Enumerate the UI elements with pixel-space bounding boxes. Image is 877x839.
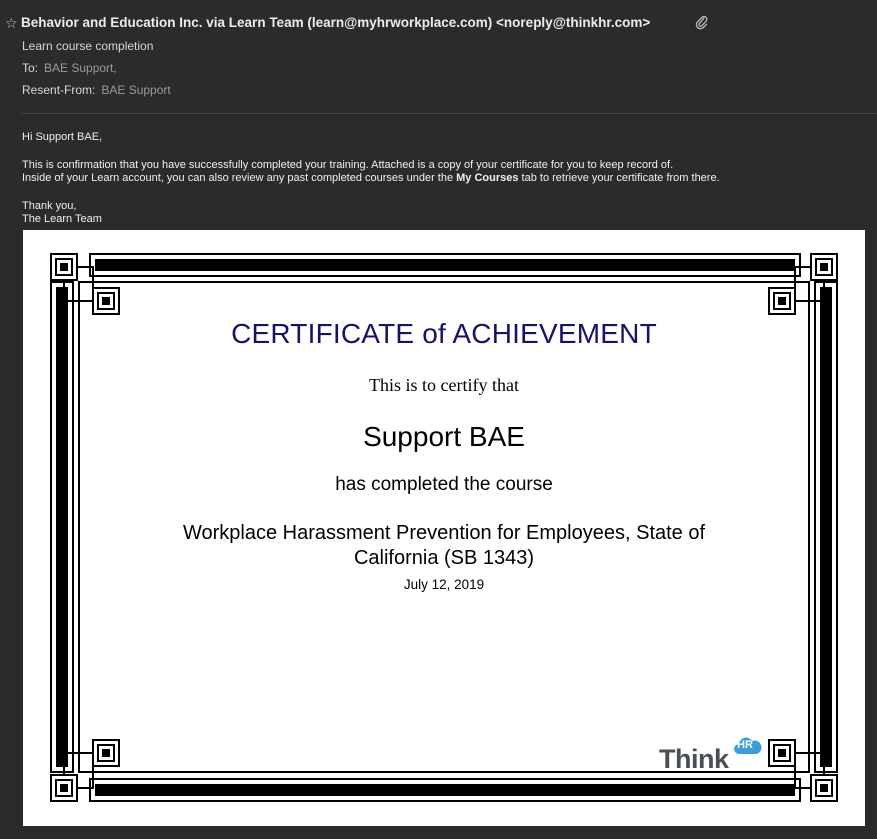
signature: The Learn Team (22, 213, 102, 225)
certify-line: This is to certify that (369, 375, 519, 395)
star-icon[interactable]: ☆ (5, 15, 18, 31)
header-divider (22, 113, 877, 114)
to-label: To: (22, 61, 39, 75)
email-body (22, 131, 872, 227)
thinkhr-logo (659, 736, 769, 776)
email-header (0, 0, 877, 114)
logo-badge: HR (737, 739, 753, 751)
body-line-2-end: tab to retrieve your certificate from there. (518, 172, 720, 184)
body-line-1: This is confirmation that you have successfully completed your training. Attached is a copy of your certificate for you to keep record of. (22, 158, 674, 171)
body-line-2-text: Inside of your Learn account, you can also review any past completed courses under the (22, 172, 457, 184)
resent-label: Resent-From: (22, 83, 96, 97)
certificate-title: CERTIFICATE of ACHIEVEMENT (231, 318, 657, 349)
to-row (22, 60, 117, 76)
completed-line: has completed the course (335, 474, 553, 495)
logo-wordmark: Think (659, 744, 729, 774)
course-name: Workplace Harassment Prevention for Employees, State of California (SB 1343) (182, 522, 706, 569)
to-recipient[interactable]: BAE Support, (44, 61, 117, 75)
paperclip-icon[interactable] (695, 15, 709, 31)
completion-date: July 12, 2019 (403, 577, 485, 592)
recipient-name: Support BAE (363, 421, 525, 452)
greeting: Hi Support BAE, (22, 131, 103, 143)
body-line-2 (22, 172, 872, 186)
certificate-attachment[interactable] (23, 230, 865, 826)
my-courses-text: My Courses (456, 172, 519, 184)
resent-value[interactable]: BAE Support (101, 83, 171, 97)
email-subject: Learn course completion (22, 39, 154, 53)
sender: Behavior and Education Inc. via Learn Team (learn@myhrworkplace.com) <noreply@thinkhr.com> (21, 15, 651, 30)
resent-from-row (22, 82, 171, 98)
signoff: Thank you, (22, 199, 77, 212)
